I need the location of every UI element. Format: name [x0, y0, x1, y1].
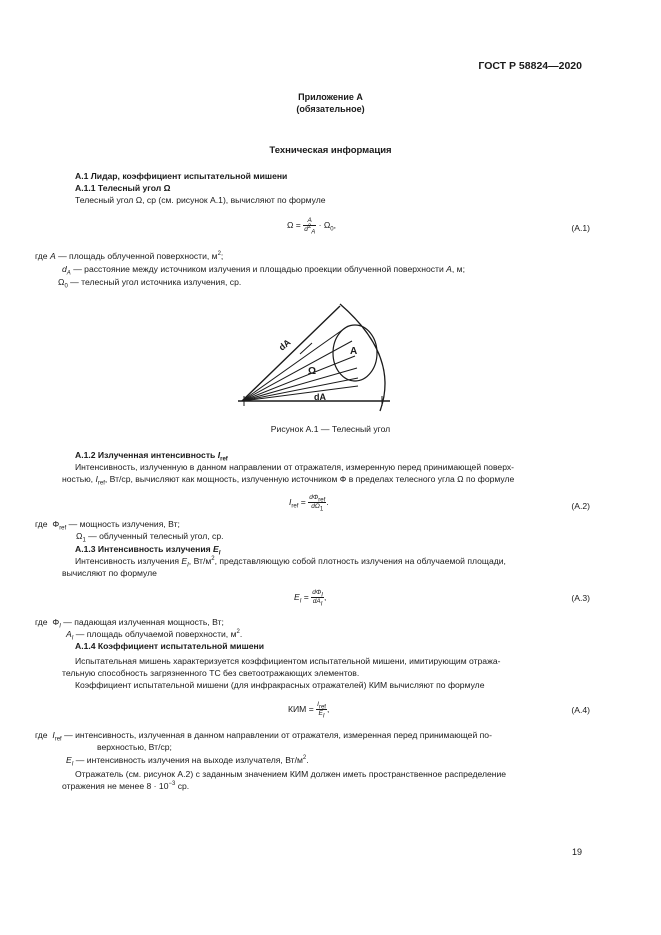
a14-p1-line1: Испытательная мишень характеризуется коэффициентом испытательной мишени, имитирующим отража-: [75, 656, 501, 666]
solid-angle-figure: [230, 296, 400, 426]
a12-text-line2: ностью, $I_{ref}$, Вт/ср, вычисляют как мощность, излученную источником Ф в пределах телесного угла Ω по формуле: [62, 474, 515, 487]
a13-text-line1: Интенсивность излучения $E_I$, $Вт/м^2$, представляющую собой плотность излучения на облучаемой площади,: [75, 556, 506, 569]
formula-a4-number: (А.4): [571, 705, 590, 715]
formula-a2-number: (А.2): [571, 501, 590, 511]
where-a4-line2: $E_I$ — интенсивность излучения на выходе излучателя, $Вт/м^2$.: [66, 755, 309, 768]
a14-p3-line2: отражения не менее $8 \cdot 10^{-3}$ ср.: [62, 781, 190, 791]
a11-heading: А.1.1 Телесный угол Ω: [75, 183, 171, 193]
where-a3-line1: где $\Phi_I$ — падающая излученная мощность, Вт;: [35, 617, 224, 630]
figure-label-a: A: [350, 346, 358, 357]
formula-a1: Ω = $\frac{A}{d^2_A}$ · $\Omega_0$,: [287, 217, 337, 236]
a14-heading: А.1.4 Коэффициент испытательной мишени: [75, 641, 264, 651]
where-a1-line3: $\Omega_0$ — телесный угол источника излучения, ср.: [58, 277, 242, 290]
formula-a4: КИМ = $\frac{I_{ref}}{E_I}$ ,: [288, 701, 330, 720]
where-a1-line2: $d_A$ — расстояние между источником излучения и площадью проекции облученной поверхности A, м;: [62, 264, 465, 277]
a13-heading: А.1.3 Интенсивность излучения $E_I$: [75, 544, 221, 557]
a11-text: Телесный угол Ω, ср (см. рисунок А.1), вычисляют по формуле: [75, 195, 326, 205]
appendix-title: Приложение А: [298, 92, 363, 102]
where-a4-line1-cont: верхностью, Вт/ср;: [97, 742, 172, 752]
figure-label-da-top: dA: [276, 337, 293, 353]
a14-p1-line2: тельную способность загрязненного ТС без светоотражающих элементов.: [62, 668, 360, 678]
where-a4-line1: где $I_{ref}$ — интенсивность, излученная в данном направлении от отражателя, измеренная перед принимающей по-: [35, 730, 492, 743]
figure-label-omega: Ω: [308, 366, 317, 377]
figure-label-da-bottom: dA: [314, 392, 326, 402]
a12-text-line1: Интенсивность, излученную в данном направлении от отражателя, измеренную перед принимающей поверх-: [75, 462, 515, 472]
page-number: 19: [571, 847, 582, 857]
a13-text-line2: вычисляют по формуле: [62, 568, 157, 578]
where-a1-line1: где A — площадь облученной поверхности, $м^2$;: [35, 251, 224, 261]
where-a2-line2: $\Omega_1$ — облученный телесный угол, ср.: [76, 531, 224, 544]
formula-a3-number: (А.3): [571, 593, 590, 603]
a14-p2: Коэффициент испытательной мишени (для инфракрасных отражателей) КИМ вычисляют по формуле: [75, 680, 485, 690]
formula-a2: $I_{ref}$ = $\frac{d\Phi_{ref}}{d\Omega_1}$ .: [289, 494, 329, 513]
figure-caption: Рисунок А.1 — Телесный угол: [270, 424, 391, 434]
a1-heading: А.1 Лидар, коэффициент испытательной мишени: [75, 171, 288, 181]
section-title: Техническая информация: [269, 145, 392, 156]
where-a2-line1: где $\Phi_{ref}$ — мощность излучения, Вт;: [35, 519, 180, 532]
formula-a1-number: (А.1): [571, 223, 590, 233]
formula-a3: $E_I$ = $\frac{d\Phi_I}{dA_I}$ ,: [294, 589, 327, 608]
where-a3-line2: $A_I$ — площадь облучаемой поверхности, $м^2$.: [66, 629, 243, 642]
standard-id: ГОСТ Р 58824—2020: [478, 60, 582, 72]
appendix-status: (обязательное): [296, 104, 365, 114]
a14-p3-line1: Отражатель (см. рисунок А.2) с заданным значением КИМ должен иметь пространственное распределение: [75, 769, 507, 779]
a12-heading: А.1.2 Излученная интенсивность $I_{ref}$: [75, 450, 228, 463]
